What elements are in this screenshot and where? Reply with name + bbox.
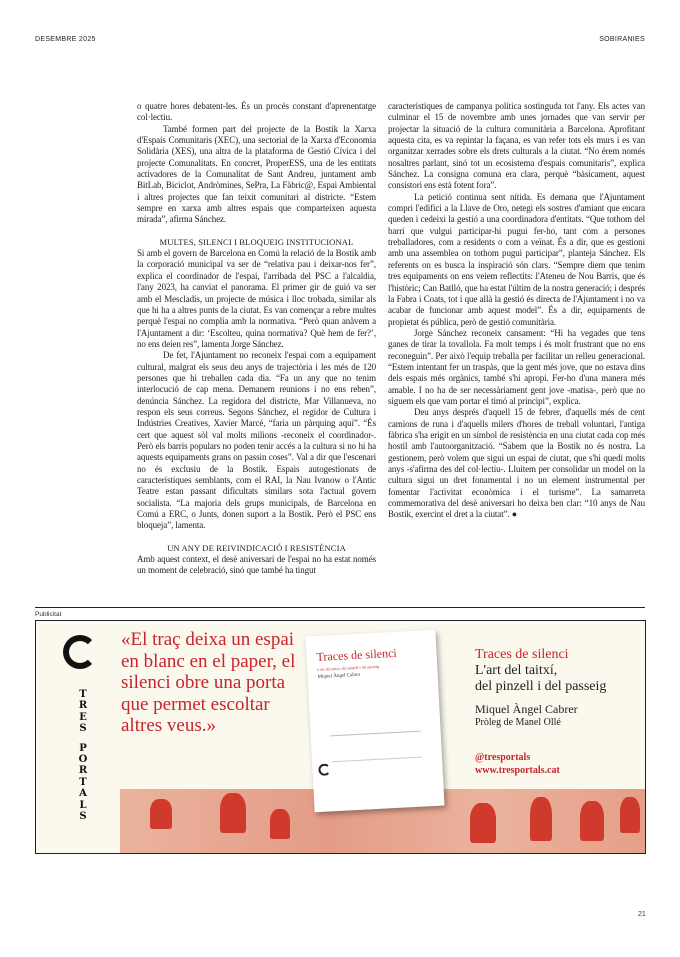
- figure-illustration: [220, 793, 246, 833]
- page-number: 21: [638, 911, 646, 918]
- book-cover-title: Traces de silenci: [316, 645, 398, 664]
- article-column-right: [388, 101, 645, 521]
- paragraph: característiques de campanya política sostinguda tot l'any. Els actes van culminar el 15 de novembre amb unes jornades que van servir per projectar la situació de la cultura comunitària a Barcelona. Aprofitant aquesta cita, es va repintar la façana, es van refer tots els murs i es van organitzar xerrades sobre els drets culturals a la ciutat. “No érem només nosaltres parlant, sinó tot un ecosistema d'espais comunitaris”, explica Sánchez. La consigna comuna era clara, perquè “bàsicament, aquest consistori ens està fotent fora”.: [388, 101, 645, 191]
- ad-divider: [35, 607, 645, 608]
- article-column-left: [137, 101, 376, 577]
- publisher-letter: P: [79, 742, 87, 754]
- paragraph: Si amb el govern de Barcelona en Comú la relació de la Bostik amb la corporació municipal va ser de “relativa pau i deixar-nos fer”, explica el coordinador de l'espai, l'arribada del PSC a l'alcaldia, l'any 2023, ha canviat el panorama. El primer gir de guió va ser amb el Mescladís, un projecte de música i lloc trobada, similar als que hi ha a altres punts de la ciutat. Es van començar a rebre multes perquè l'espai no complia amb la normativa. “Però quan anàvem a l'Ajuntament a dir: ‘Escolteu, quina normativa? Què hem de fer?’, no ens deien res”, lamenta Jorge Sánchez.: [137, 248, 376, 349]
- publisher-letter: S: [79, 723, 87, 735]
- book-info: [475, 647, 606, 777]
- book-cover: [305, 630, 444, 813]
- book-advertisement[interactable]: [35, 620, 646, 854]
- section-heading: UN ANY DE REIVINDICACIÓ I RESISTÈNCIA: [167, 542, 346, 553]
- paragraph: També formen part del projecte de la Bostik la Xarxa d'Espais Comunitaris (XEC), una sectorial de la Xarxa d'Economia Solidària (XES), una altra de la plataforma de Gestió Cívica i del projecte Comunalitats. En concret, ProperESS, una de les entitats activadores de la Comunalitat de Sant Andreu, juntament amb BitLab, Biciclot, Andròmines, SePra, La Fàbric@, Espai Ambiental i altres projectes que fan teixit comunitari al districte. “Estem sempre en xarxa amb altres espais que comparteixen aquesta mirada”, afirma Sánchez.: [137, 123, 376, 225]
- figure-illustration: [580, 801, 604, 841]
- publisher-letter: S: [79, 811, 87, 823]
- paragraph: Amb aquest context, el desè aniversari de l'espai no ha estat només un moment de celebració, sinó que també ha tingut: [137, 554, 376, 576]
- book-cover-author: Miquel Àngel Cabrer: [317, 672, 361, 680]
- paragraph: Jorge Sánchez reconeix cansament: “Hi ha vegades que tens ganes de tirar la tovallola. Fa molt temps i és molt frustrant que no ens reconeguin”. Per això l'equip treballa per facilitar un relleu generacional. “Estem intentant fer un traspàs, que la gent més jove, que no estava dins dels espais més orgànics, també s'hi apropi. Fer-ho d'una manera més amable. I no ha de ser necessàriament gent jove -matisa-, però que no siguem els que vam portar el timó al principi”, explica.: [388, 327, 645, 406]
- figure-illustration: [620, 797, 640, 833]
- social-handle-link[interactable]: @tresportals: [475, 752, 531, 763]
- publisher-letter: R: [78, 765, 88, 777]
- publisher-vertical-name: [76, 689, 90, 822]
- book-subtitle-line1: L'art del taitxí,: [475, 663, 558, 678]
- figure-illustration: [470, 803, 496, 843]
- figure-illustration: [530, 797, 552, 841]
- ad-quote: «El traç deixa un espai en blanc en el paper, el silenci obre una porta que permet escoltar altres veus.»: [121, 629, 296, 736]
- publisher-logo-icon: [318, 763, 331, 776]
- book-title: Traces de silenci: [475, 647, 569, 662]
- publisher-letter: T: [79, 776, 87, 788]
- boat-sketch-icon: [331, 731, 422, 763]
- publisher-letter: E: [79, 711, 87, 723]
- tres-portals-logo-icon: [63, 635, 97, 669]
- publisher-letter: L: [79, 799, 87, 811]
- figure-illustration: [270, 809, 290, 839]
- publisher-letter: A: [79, 788, 87, 800]
- paragraph: o quatre hores debatent-les. És un procés constant d'aprenentatge col·lectiu.: [137, 101, 376, 123]
- paragraph: Deu anys després d'aquell 15 de febrer, d'aquells més de cent camions de runa i d'aquells milers d'hores de treball voluntari, l'antiga fàbrica s'ha erigit en un símbol de resistència en una ciutat cada cop més hostil amb l'autoorganització. “Sabem que la Bostik no és nostra. La gestionem, però volem que sigui un espai de ciutat, que s'hi quedi molts anys -s'afirma des del col·lectiu-. Lluitem per consolidar un model on la cultura sigui un dret fonamental i no un element instrumental per fomentar l'activitat econòmica i el turisme”. La samarreta commemorativa del desè aniversari ho deixa ben clar: “10 anys de Nau Bostik, exercint el dret a la ciutat”. ●: [388, 407, 645, 520]
- book-author: Miquel Àngel Cabrer: [475, 702, 578, 716]
- publisher-letter: R: [78, 700, 88, 712]
- book-cover-subtitle: L'art del taitxí, del pinzell i del passeig: [317, 663, 380, 672]
- publisher-letter: O: [78, 754, 88, 766]
- publisher-letter: T: [79, 689, 87, 700]
- book-subtitle-line2: del pinzell i del passeig: [475, 679, 607, 694]
- paragraph: De fet, l'Ajuntament no reconeix l'espai com a equipament cultural, malgrat els seus deu anys de trajectòria i les més de 120 persones que hi treballen cada dia. “Fa un any que no tenim interlocució de cap mena. Demanem reunions i no ens reben”, denúncia Sánchez. La regidora del districte, Mar Villanueva, no respon els seus correus. Segons Sánchez, el regidor de Cultura i Indústries Creatives, Xavier Marcé, “faria un pàrquing aquí”. “És cert que aquest sòl val molts milions -reconeix el coordinador-. Però els barris populars no poden tenir accés a la cultura si no hi ha aquests equipaments grans on passin coses”. Val a dir que l'escenari no és exclusiu de la Bostik. Espais autogestionats de característiques semblants, com el RAI, la Nau Ivanow o l'Antic Teatre estan passant dificultats similars sota l'actual govern socialista. “La majoria dels grups municipals, de Barcelona en Comú a ERC, o Junts, donen suport a la Bostik. Però el PSC ens bloqueja”, lamenta.: [137, 350, 376, 531]
- figure-illustration: [150, 799, 172, 829]
- section-name: SOBIRANIES: [599, 36, 645, 43]
- section-heading: MULTES, SILENCI I BLOQUEIG INSTITUCIONAL: [159, 236, 354, 247]
- paragraph: La petició continua sent nítida. Es demana que l'Ajuntament compri l'edifici a la Llave de Oro, netegi els sostres d'amiant que encara queden i cedeixi la gestió a una coordinadora d'entitats. “Que tothom del barri que vulgui participar-hi pugui fer-ho, tant com a persones treballadores, com a residents o com a veïnat. És a dir, que es gestioni amb una assemblea on tothom pugui participar”, planteja Sánchez. Els referents on es busca la inspiració són clars. “Sempre diem que tenim tres equipaments on ens veiem reflectits: l'Ateneu de Nou Barris, que és l'històric; Can Batlló, que ha estat l'últim de la nostra generació; i després la Fabra i Coats, tot i que allà la gestió és directa de l'Ajuntament i no va acabar de funcionar amb aquest model”. És a dir, equipaments de propietat és pública, però de gestió comunitària.: [388, 191, 645, 327]
- issue-date: DESEMBRE 2025: [35, 36, 96, 43]
- ad-label: Publicitat: [35, 611, 62, 618]
- book-prologue: Pròleg de Manel Ollé: [475, 717, 561, 728]
- website-link[interactable]: www.tresportals.cat: [475, 765, 560, 776]
